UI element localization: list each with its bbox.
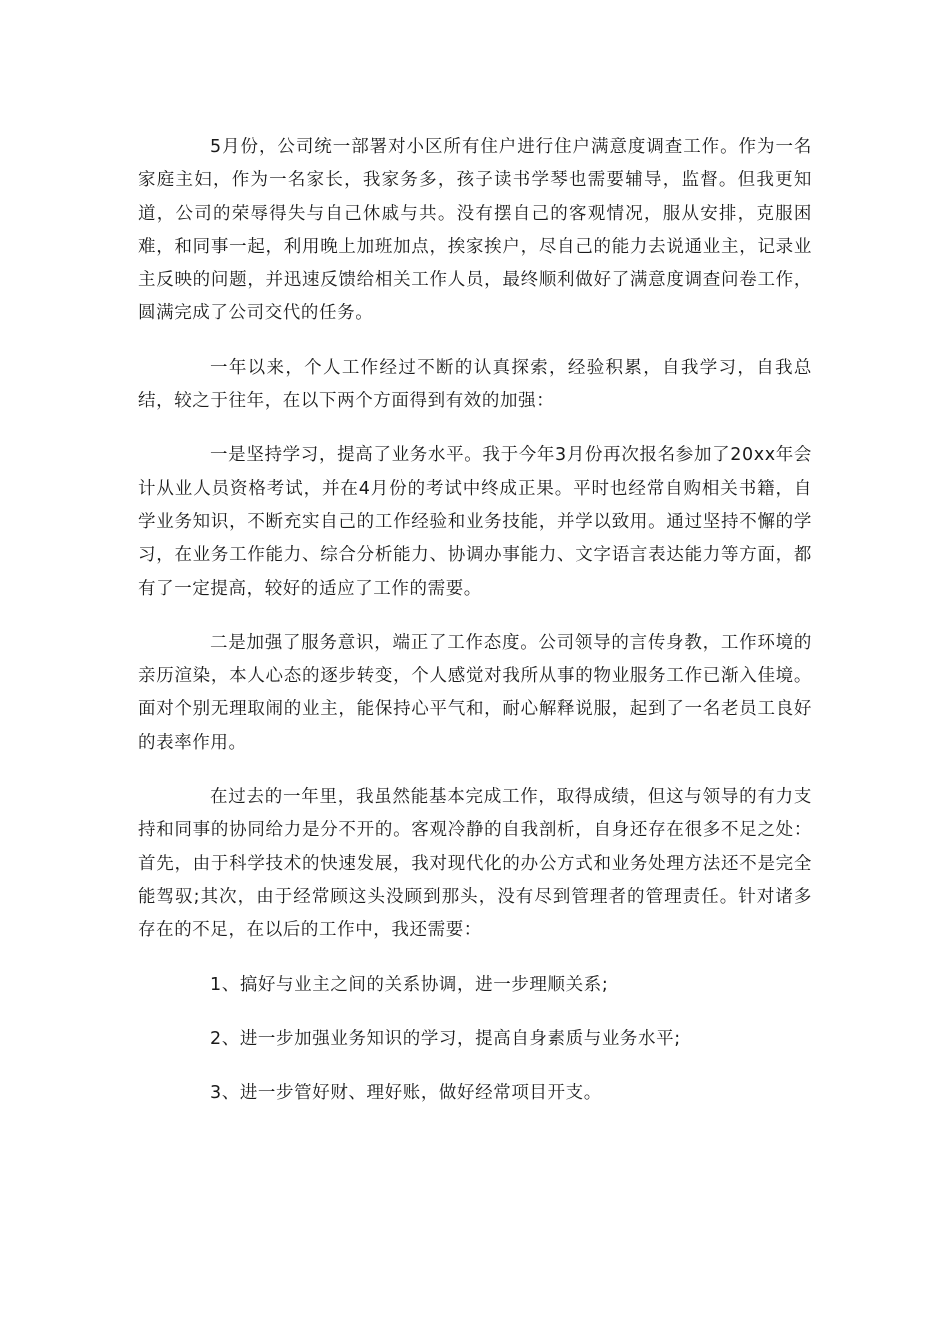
paragraph-service-awareness: 二是加强了服务意识，端正了工作态度。公司领导的言传身教，工作环境的亲历渲染，本人心态的逐步转变，个人感觉对我所从事的物业服务工作已渐入佳境。面对个别无理取闹的业主，能保持心平气和，耐心解释说服，起到了一名老员工良好的表率作用。	[138, 632, 812, 753]
paragraph-learning: 一是坚持学习，提高了业务水平。我于今年3月份再次报名参加了20xx年会计从业人员资格考试，并在4月份的考试中终成正果。平时也经常自购相关书籍，自学业务知识，不断充实自己的工作经验和业务技能，并学以致用。通过坚持不懈的学习，在业务工作能力、综合分析能力、协调办事能力、文字语言表达能力等方面，都有了一定提高，较好的适应了工作的需要。	[138, 445, 812, 599]
paragraph-satisfaction-survey: 5月份，公司统一部署对小区所有住户进行住户满意度调查工作。作为一名家庭主妇，作为一名家长，我家务多，孩子读书学琴也需要辅导，监督。但我更知道，公司的荣辱得失与自己休戚与共。没有摆自己的客观情况，服从安排，克服困难，和同事一起，利用晚上加班加点，挨家挨户，尽自己的能力去说通业主，记录业主反映的问题，并迅速反馈给相关工作人员，最终顺利做好了满意度调查问卷工作，圆满完成了公司交代的任务。	[138, 137, 812, 324]
paragraph-year-summary: 一年以来，个人工作经过不断的认真探索，经验积累，自我学习，自我总结，较之于往年，在以下两个方面得到有效的加强：	[138, 357, 812, 412]
list-item: 2、进一步加强业务知识的学习，提高自身素质与业务水平;	[210, 1028, 681, 1049]
list-item: 1、搞好与业主之间的关系协调，进一步理顺关系;	[210, 974, 609, 995]
document-body	[138, 131, 812, 1131]
paragraph-self-analysis: 在过去的一年里，我虽然能基本完成工作，取得成绩，但这与领导的有力支持和同事的协同给力是分不开的。客观冷静的自我剖析，自身还存在很多不足之处：首先，由于科学技术的快速发展，我对现代化的办公方式和业务处理方法还不是完全能驾驭;其次，由于经常顾这头没顾到那头，没有尽到管理者的管理责任。针对诸多存在的不足，在以后的工作中，我还需要：	[138, 787, 812, 941]
list-item: 3、进一步管好财、理好账，做好经常项目开支。	[210, 1083, 602, 1104]
